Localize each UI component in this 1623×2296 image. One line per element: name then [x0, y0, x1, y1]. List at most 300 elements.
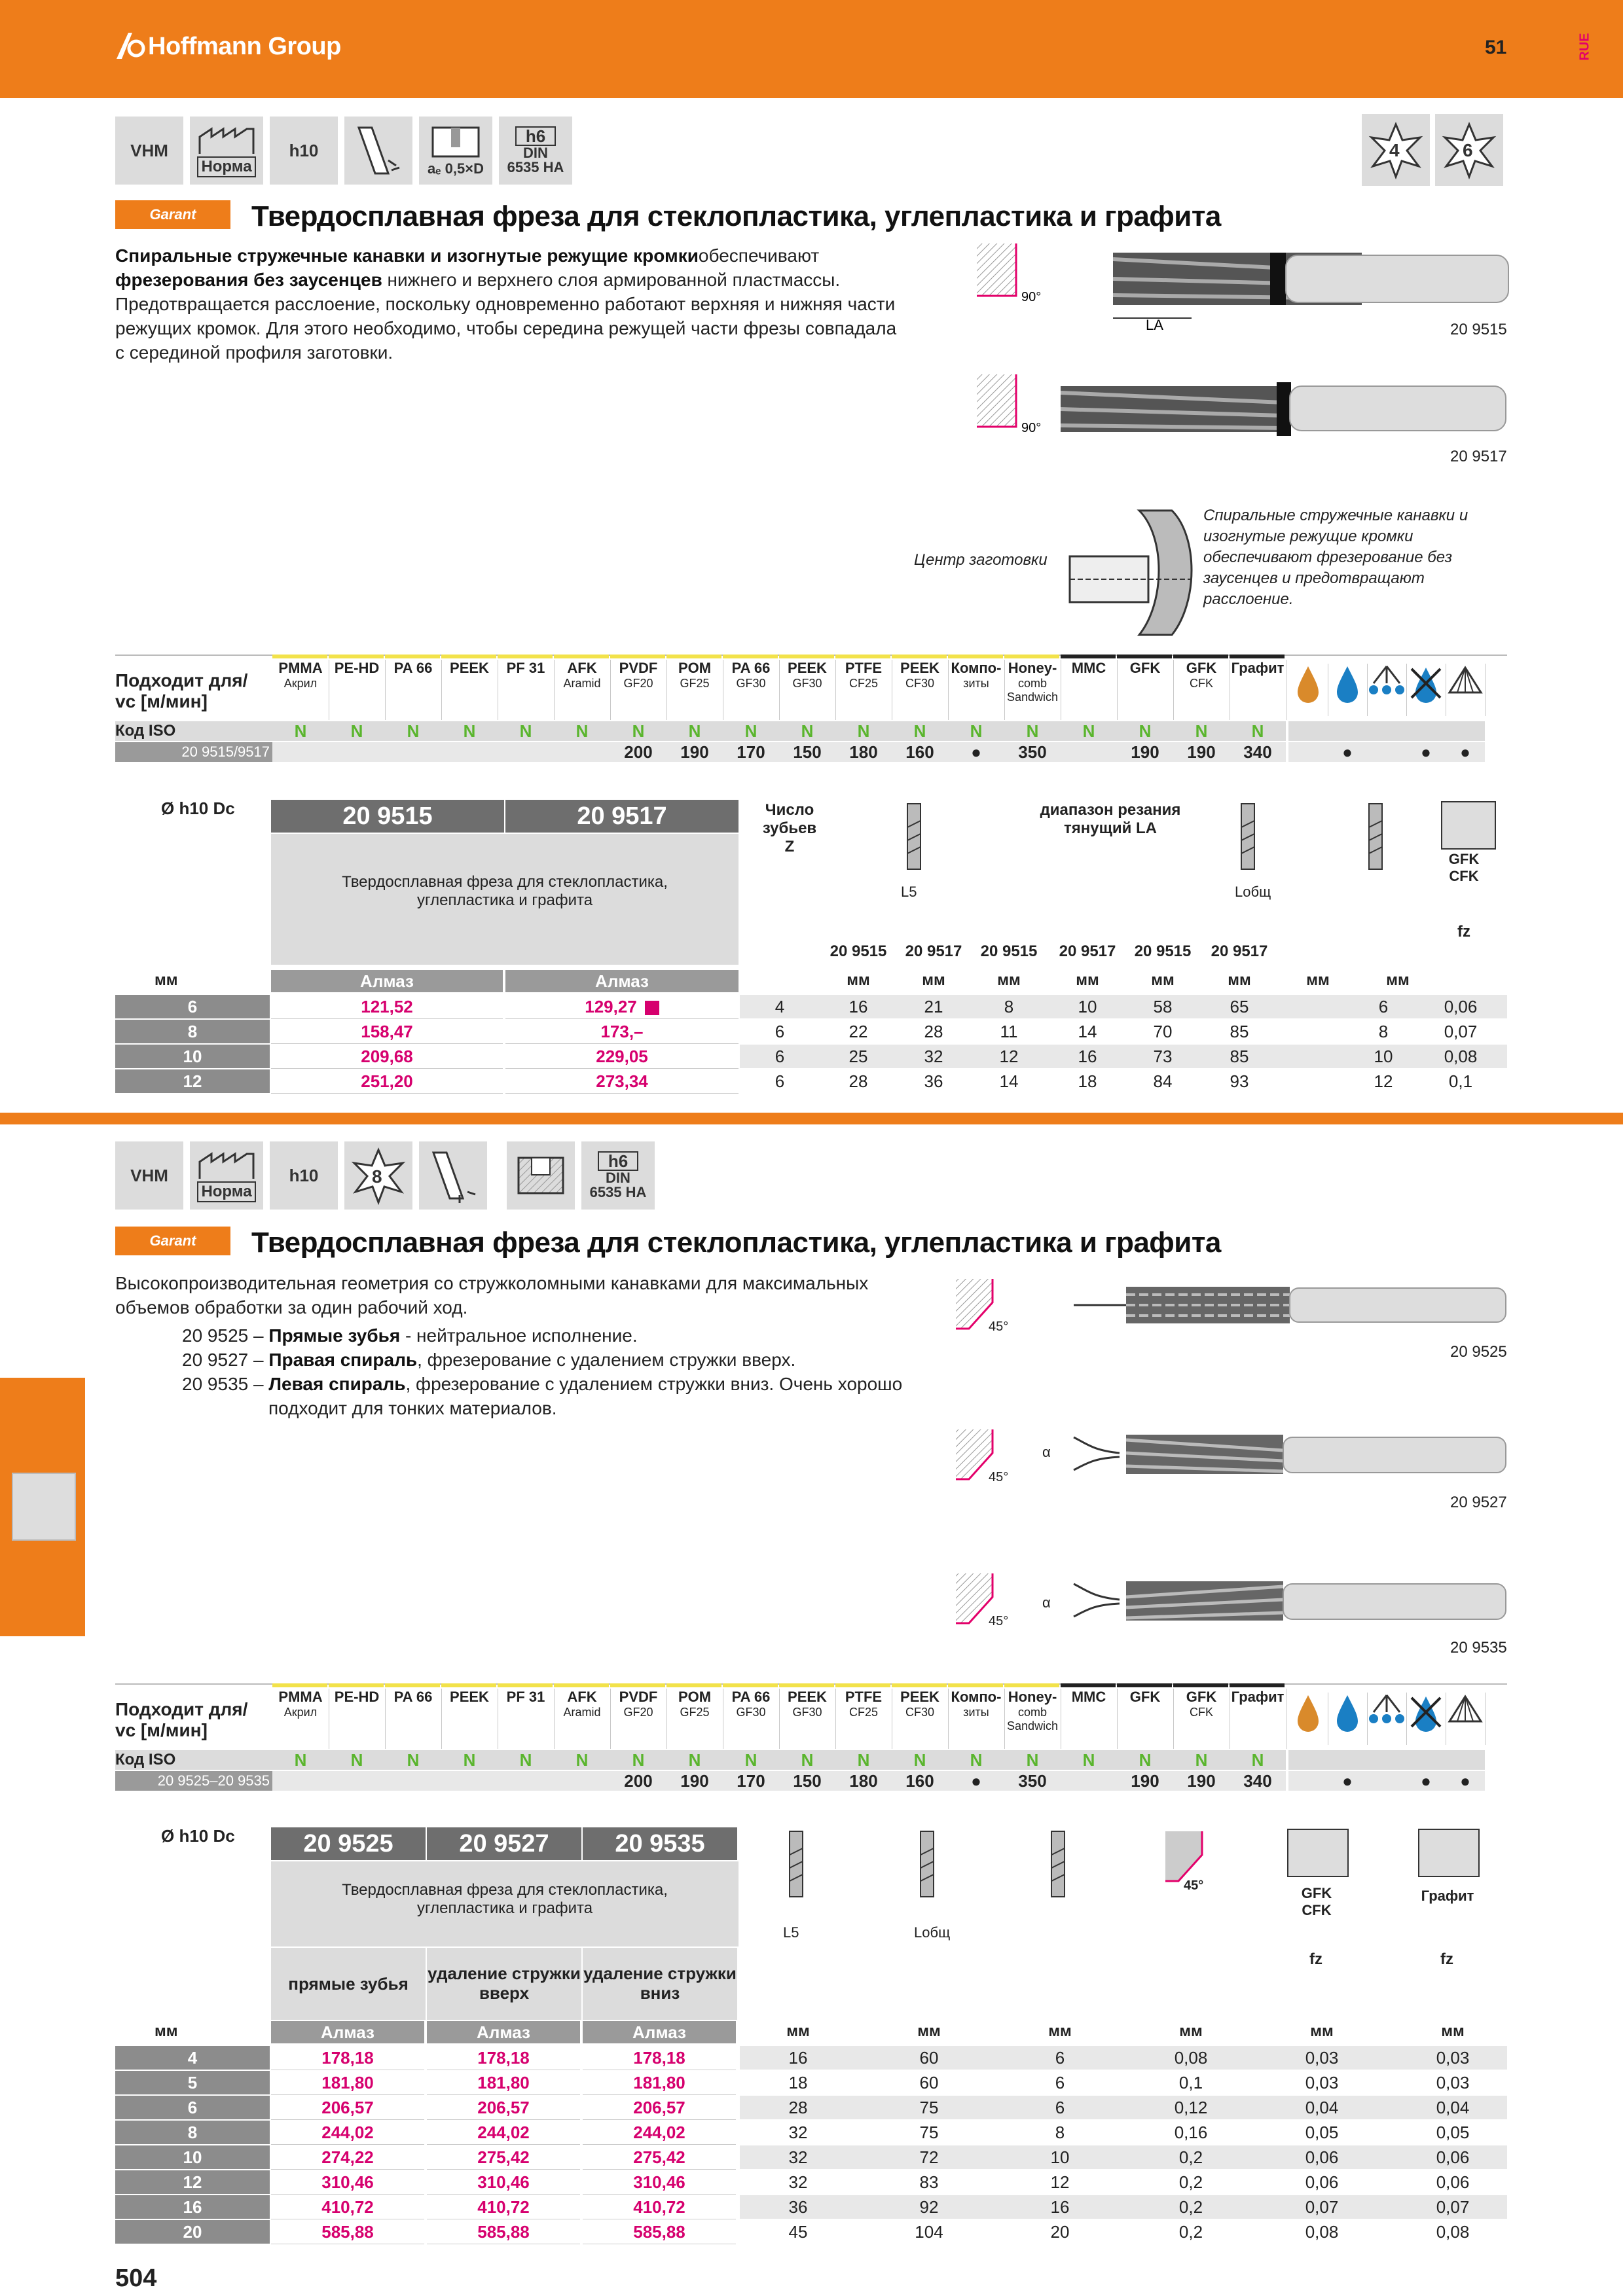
- no-coolant-icon: [1406, 664, 1446, 716]
- value-cell-2: 0,03: [1305, 2048, 1339, 2068]
- row-bg-2: [740, 2121, 1507, 2144]
- material-sub: CF25: [848, 1706, 878, 1719]
- unit-label-2: мм: [917, 2022, 941, 2040]
- code-header-text: 20 9525: [303, 1829, 393, 1857]
- angle-45-icon-3: [953, 1571, 1019, 1636]
- norm-factory-icon: Норма: [190, 117, 263, 185]
- value-cell-2: 8: [1055, 2123, 1065, 2142]
- mat-group-bar: [1061, 1683, 1116, 1687]
- material-col-9: [779, 1689, 836, 1749]
- material-col-10: [835, 1689, 892, 1749]
- iso-n: N: [610, 1750, 666, 1770]
- iso-empty: [1446, 1750, 1485, 1770]
- value-cell: 0,07: [1444, 1022, 1478, 1041]
- value-cell-2: 0,2: [1178, 2172, 1203, 2192]
- svg-text:90°: 90°: [1021, 421, 1042, 435]
- unit-label-2: мм: [786, 2022, 810, 2040]
- mat-group-bar: [610, 1683, 665, 1687]
- value-cell-2: 0,06: [1305, 2172, 1339, 2192]
- value-cell: 25: [848, 1047, 868, 1066]
- type-label: удаление стружки вверх: [427, 1948, 581, 2020]
- iso-n: N: [1117, 721, 1173, 741]
- value-cell-2: 0,05: [1436, 2123, 1470, 2142]
- unit-label: мм: [997, 971, 1021, 989]
- row-bg-2: [740, 2096, 1507, 2119]
- value-cell: 0,08: [1444, 1047, 1478, 1066]
- price-cell-2: 244,02: [427, 2121, 580, 2145]
- mm-label: мм: [155, 971, 178, 989]
- angle-45-label-2: 45°: [989, 1470, 1009, 1484]
- code-header-2: [505, 800, 739, 833]
- price-cell-2: 275,42: [583, 2145, 736, 2170]
- material-name: PA 66: [393, 1689, 433, 1705]
- vc-value: 160: [892, 742, 948, 762]
- price-text: 129,27: [585, 997, 637, 1016]
- material-col-8: [723, 660, 780, 720]
- iso-n: N: [1230, 1750, 1286, 1770]
- shank-tool-icon: [1362, 801, 1389, 876]
- price-cell-2: 178,18: [271, 2046, 424, 2070]
- material-col-6: [610, 1689, 667, 1749]
- ltot-label-2: Lобщ: [914, 1924, 951, 1941]
- tool-20-9525-image: [1074, 1282, 1512, 1334]
- iso-n: N: [723, 1750, 779, 1770]
- value-cell-2: 18: [788, 2073, 808, 2092]
- vc-value: [385, 742, 441, 762]
- value-cell-2: 12: [1050, 2172, 1070, 2192]
- cooling-dot: ●: [1446, 742, 1485, 762]
- gfk-tool-icon: [1441, 801, 1496, 850]
- iso-n: N: [441, 721, 498, 741]
- tool-code-20-9525: 20 9525: [1450, 1343, 1507, 1361]
- material-col-0: [272, 660, 329, 720]
- tool-20-9517-image: [1061, 380, 1512, 445]
- sub-code: 20 9517: [1211, 942, 1268, 960]
- mat-group-bar: [1061, 655, 1116, 658]
- value-cell: 85: [1230, 1022, 1249, 1041]
- fz-label-2b: fz: [1440, 1950, 1453, 1968]
- emulsion-drop-icon: [1328, 664, 1368, 716]
- diameter-cell-2: 8: [115, 2121, 270, 2144]
- material-name: Компо-: [951, 1689, 1002, 1705]
- unit-label: мм: [922, 971, 945, 989]
- value-cell-2: 16: [1050, 2197, 1070, 2217]
- material-sub: зиты: [963, 1706, 989, 1719]
- value-cell-2: 0,07: [1436, 2197, 1470, 2217]
- material-name: GFK: [1129, 660, 1161, 676]
- mat-group-bar: [329, 655, 384, 658]
- language-code: RUE: [1577, 33, 1592, 61]
- price-cell: [505, 1069, 739, 1094]
- vc-value: [554, 1771, 610, 1791]
- vc-value: ●: [948, 1771, 1004, 1791]
- iso-n: N: [835, 1750, 892, 1770]
- value-cell-2: 0,05: [1305, 2123, 1339, 2142]
- mat-group-bar: [272, 1683, 327, 1687]
- value-cell: 84: [1153, 1071, 1173, 1091]
- material-name: PE-HD: [334, 660, 380, 676]
- price-cell-2: 181,80: [427, 2071, 580, 2095]
- price-cell: 209,68: [271, 1045, 503, 1069]
- vc-value: [272, 742, 329, 762]
- ltot-label: Lобщ: [1235, 884, 1271, 900]
- svg-text:90°: 90°: [1021, 290, 1042, 304]
- no-coolant-icon: [1406, 1693, 1446, 1745]
- mat-group-bar: [554, 1683, 609, 1687]
- type-label: прямые зубья: [271, 1948, 426, 2020]
- diameter-cell-2: 12: [115, 2170, 270, 2194]
- material-col-4: [498, 1689, 555, 1749]
- coat-label-2: Алмаз: [505, 970, 739, 992]
- material-col-5: [554, 660, 611, 720]
- code-header-1-text: 20 9515: [342, 802, 433, 830]
- cooling-dot: [1288, 1771, 1328, 1791]
- material-sub: GF20: [623, 677, 653, 690]
- price-cell: 251,20: [271, 1069, 503, 1094]
- iso-n: N: [498, 1750, 554, 1770]
- iso-empty: [1288, 1750, 1328, 1770]
- vc-code: 20 9515/9517: [115, 742, 272, 762]
- mat-group-bar: [1004, 1683, 1059, 1687]
- material-col-1: [329, 660, 386, 720]
- h10-icon: h10: [270, 117, 338, 185]
- value-cell-2: 0,08: [1305, 2222, 1339, 2242]
- material-name: GFK: [1129, 1689, 1161, 1705]
- price-cell-2: 206,57: [427, 2096, 580, 2120]
- iso-n: N: [1004, 1750, 1061, 1770]
- tool-code-20-9515: 20 9515: [1450, 321, 1507, 338]
- price-cell-2: 244,02: [271, 2121, 424, 2145]
- slot-icon: [507, 1141, 575, 1210]
- value-cell: 21: [924, 997, 943, 1016]
- emulsion-drop-icon: [1328, 1693, 1368, 1745]
- diameter-cell-2: 16: [115, 2195, 270, 2219]
- vc-value: [1061, 742, 1117, 762]
- ls-tool-icon: [901, 801, 927, 876]
- value-cell: 8: [1378, 1022, 1389, 1041]
- tool-code-20-9517: 20 9517: [1450, 448, 1507, 465]
- vc-value: ●: [948, 742, 1004, 762]
- row-bg-2: [740, 2046, 1507, 2070]
- iso-n: N: [554, 721, 610, 741]
- material-col-14: [1061, 1689, 1118, 1749]
- coat-label: Алмаз: [583, 2021, 736, 2043]
- code-header-text: 20 9527: [459, 1829, 549, 1857]
- material-col-8: [723, 1689, 780, 1749]
- price-cell: [505, 1020, 739, 1044]
- mat-group-bar: [835, 655, 890, 658]
- material-sub: GF30: [736, 677, 766, 690]
- material-sub: Aramid: [563, 1706, 601, 1719]
- mat-group-bar: [272, 655, 327, 658]
- vc-value: 150: [779, 742, 835, 762]
- unit-label-2: мм: [1048, 2022, 1072, 2040]
- cooling-dot: ●: [1446, 1771, 1485, 1791]
- diameter-cell-2: 4: [115, 2046, 270, 2070]
- value-cell: 73: [1153, 1047, 1173, 1066]
- mat-group-bar: [1230, 1683, 1285, 1687]
- material-name: PEEK: [900, 1689, 939, 1705]
- value-cell-2: 0,04: [1305, 2098, 1339, 2117]
- vc-value: 190: [666, 1771, 723, 1791]
- vc-value: [554, 742, 610, 762]
- mat-label-1: Подходит для/: [115, 1699, 248, 1719]
- chapter-tab-icon: [12, 1473, 76, 1541]
- material-name: PEEK: [788, 660, 827, 676]
- unit-label-2: мм: [1441, 2022, 1465, 2040]
- tool-code-20-9527: 20 9527: [1450, 1494, 1507, 1511]
- vc-value: 350: [1004, 742, 1061, 762]
- value-cell: 12: [1374, 1071, 1393, 1091]
- cooling-dot: ●: [1406, 742, 1446, 762]
- value-cell-2: 32: [788, 2172, 808, 2192]
- value-cell-2: 75: [919, 2098, 939, 2117]
- graphite-label: Графит: [1421, 1888, 1474, 1904]
- air-icon: [1446, 664, 1486, 716]
- mat-group-bar: [1117, 655, 1172, 658]
- iso-empty: [1367, 721, 1406, 741]
- vhm-icon-2: VHM: [115, 1141, 183, 1210]
- price-cell-2: 410,72: [427, 2195, 580, 2219]
- material-col-2: [385, 660, 442, 720]
- value-cell: 6: [775, 1022, 785, 1041]
- value-cell: 16: [848, 997, 868, 1016]
- iso-n: N: [610, 721, 666, 741]
- vhm-icon: VHM: [115, 117, 183, 185]
- iso-label: Код ISO: [115, 721, 272, 741]
- vc-code: 20 9525–20 9535: [115, 1771, 272, 1791]
- hoffmann-logo-icon: [115, 30, 145, 60]
- material-name: Компо-: [951, 660, 1002, 676]
- value-cell: 14: [999, 1071, 1019, 1091]
- material-name: POM: [678, 1689, 712, 1705]
- unit-label: мм: [1076, 971, 1099, 989]
- iso-n: N: [1061, 721, 1117, 741]
- dc-label: Ø h10 Dc: [161, 798, 235, 818]
- price-cell-2: 181,80: [583, 2071, 736, 2095]
- sub-code: 20 9515: [830, 942, 887, 960]
- section1-description: Спиральные стружечные канавки и изогнутые режущие кромкиобеспечивают фрезерования без заусенцев нижнего и верхнего слоя армированной пластмассы. Предотвращается расслоение, поскольку одновременно работают верхняя и нижняя части режущих кромок. Для этого необходимо, чтобы середина режущей части фрезы совпадала с серединой профиля заготовки.: [115, 245, 897, 363]
- material-col-9: [779, 660, 836, 720]
- material-col-11: [892, 1689, 949, 1749]
- tool-20-9515-image: [1113, 246, 1512, 331]
- price-cell-2: 310,46: [427, 2170, 580, 2195]
- tool-code-20-9535: 20 9535: [1450, 1639, 1507, 1657]
- price-cell: [505, 995, 739, 1019]
- alpha-label-1: α: [1042, 1444, 1051, 1460]
- value-cell-2: 75: [919, 2123, 939, 2142]
- value-cell-2: 0,1: [1178, 2073, 1203, 2092]
- material-col-3: [441, 1689, 498, 1749]
- material-col-3: [441, 660, 498, 720]
- ltot-tool-icon: [1235, 801, 1261, 876]
- material-sub: Aramid: [563, 677, 601, 690]
- gfk-tool-icon-2: [1287, 1829, 1349, 1877]
- value-cell: 12: [999, 1047, 1019, 1066]
- diameter-cell: 8: [115, 1020, 270, 1043]
- spray-icon: [1367, 1693, 1407, 1745]
- iso-n: N: [385, 721, 441, 741]
- material-sub: Акрил: [283, 1706, 318, 1719]
- value-cell: 11: [1000, 1022, 1018, 1041]
- value-cell-2: 0,2: [1178, 2147, 1203, 2167]
- fz-label-2a: fz: [1309, 1950, 1322, 1968]
- iso-empty: [1328, 1750, 1367, 1770]
- price-cell-2: 310,46: [271, 2170, 424, 2195]
- material-name: AFK: [567, 1689, 597, 1705]
- workpiece-diagram: [1067, 497, 1198, 641]
- value-cell-2: 10: [1050, 2147, 1070, 2167]
- value-cell-2: 92: [919, 2197, 939, 2217]
- material-name: PVDF: [619, 1689, 658, 1705]
- value-cell: 65: [1230, 997, 1249, 1016]
- cooling-dot: [1367, 1771, 1406, 1791]
- iso-label: Код ISO: [115, 1750, 272, 1770]
- h6-din-icon: h6 DIN 6535 HA: [499, 117, 572, 185]
- value-cell: 14: [1078, 1022, 1097, 1041]
- material-name: PF 31: [506, 660, 545, 676]
- mat-group-bar: [441, 655, 496, 658]
- value-cell: 10: [1078, 997, 1097, 1016]
- material-name: MMC: [1071, 660, 1106, 676]
- material-sub: comb Sandwich: [1006, 677, 1059, 704]
- diameter-cell-2: 6: [115, 2096, 270, 2119]
- coat-label: Алмаз: [271, 2021, 424, 2043]
- vc-value: 170: [723, 1771, 779, 1791]
- angle-45-icon: [953, 1276, 1019, 1342]
- ae-depth-icon: aₑ 0,5×D: [419, 117, 492, 185]
- value-cell-2: 6: [1055, 2098, 1065, 2117]
- vc-value: 190: [1173, 1771, 1230, 1791]
- shank-tool-icon-2: [1045, 1829, 1071, 1904]
- product-table-2: [115, 1826, 1507, 2245]
- material-name: PA 66: [731, 660, 771, 676]
- row-bg-2: [740, 2170, 1507, 2194]
- price-cell-2: 178,18: [427, 2046, 580, 2070]
- spray-icon: [1367, 664, 1407, 716]
- section-separator: [0, 1113, 1623, 1124]
- workpiece-center-label: Центр заготовки: [914, 551, 1048, 569]
- angle-45-icon-2: [953, 1427, 1019, 1492]
- mat-group-bar: [666, 1683, 721, 1687]
- iso-n: N: [1061, 1750, 1117, 1770]
- value-cell: 10: [1374, 1047, 1393, 1066]
- material-sub: GF25: [680, 677, 710, 690]
- value-cell-2: 20: [1050, 2222, 1070, 2242]
- diameter-cell: 6: [115, 995, 270, 1018]
- value-cell: 22: [848, 1022, 868, 1041]
- price-cell-2: 275,42: [427, 2145, 580, 2170]
- vc-value: [272, 1771, 329, 1791]
- material-sub: CFK: [1190, 1706, 1213, 1719]
- price-cell: [505, 1045, 739, 1069]
- sub-code: 20 9517: [905, 942, 962, 960]
- gfk-label: GFK CFK: [1448, 851, 1480, 884]
- price-text: 229,05: [596, 1047, 648, 1066]
- ls-label: L5: [901, 884, 917, 900]
- value-cell: 28: [848, 1071, 868, 1091]
- value-cell-2: 0,08: [1436, 2222, 1470, 2242]
- vc-value: 190: [1117, 742, 1173, 762]
- section1-title: Твердосплавная фреза для стеклопластика, углепластика и графита: [251, 200, 1221, 232]
- material-name: PTFE: [845, 1689, 883, 1705]
- angle-90-icon: [976, 242, 1067, 308]
- iso-empty: [1328, 721, 1367, 741]
- value-cell-2: 0,16: [1174, 2123, 1208, 2142]
- unit-label-2: мм: [1310, 2022, 1334, 2040]
- value-cell: 28: [924, 1022, 943, 1041]
- section2-title: Твердосплавная фреза для стеклопластика, углепластика и графита: [251, 1227, 1221, 1259]
- vc-value: 180: [835, 742, 892, 762]
- mat-group-bar: [498, 1683, 553, 1687]
- material-sub: CF25: [848, 677, 878, 690]
- material-sub: GF30: [792, 1706, 822, 1719]
- material-col-17: [1230, 660, 1286, 720]
- mat-group-bar: [948, 1683, 1003, 1687]
- cooling-dot: ●: [1328, 1771, 1367, 1791]
- material-sub: comb Sandwich: [1006, 1706, 1059, 1732]
- vc-value: 180: [835, 1771, 892, 1791]
- material-name: PEEK: [900, 660, 939, 676]
- price-text: 273,34: [596, 1071, 648, 1091]
- angle-45-label-3: 45°: [989, 1614, 1009, 1628]
- iso-n: N: [272, 721, 329, 741]
- material-col-11: [892, 660, 949, 720]
- mat-group-bar: [835, 1683, 890, 1687]
- material-name: PEEK: [450, 660, 489, 676]
- price-cell-2: 178,18: [583, 2046, 736, 2070]
- product-description: Твердосплавная фреза для стеклопластика, углепластика и графита: [271, 834, 739, 965]
- material-name: PEEK: [788, 1689, 827, 1705]
- value-cell: 70: [1153, 1022, 1173, 1041]
- material-name: PMMA: [278, 1689, 323, 1705]
- mat-group-bar: [1004, 655, 1059, 658]
- value-cell-2: 104: [915, 2222, 943, 2242]
- unit-label: мм: [1228, 971, 1251, 989]
- dry-drop-icon: [1288, 664, 1328, 716]
- material-name: PEEK: [450, 1689, 489, 1705]
- value-cell: 36: [924, 1071, 943, 1091]
- value-cell-2: 0,12: [1174, 2098, 1208, 2117]
- vc-value: 170: [723, 742, 779, 762]
- garant-logo-2: Garant: [115, 1227, 230, 1255]
- dc-label-2: Ø h10 Dc: [161, 1826, 235, 1846]
- mat-group-bar: [1230, 655, 1285, 658]
- iso-n: N: [666, 721, 723, 741]
- material-name: GFK: [1186, 660, 1217, 676]
- code-header-2-text: 20 9517: [577, 802, 667, 830]
- mat-group-bar: [779, 1683, 834, 1687]
- material-sub: CF30: [905, 1706, 934, 1719]
- vc-value: [1061, 1771, 1117, 1791]
- diameter-cell: 10: [115, 1045, 270, 1068]
- value-cell: 16: [1078, 1047, 1097, 1066]
- mat-group-bar: [329, 1683, 384, 1687]
- vc-value: 160: [892, 1771, 948, 1791]
- unit-label: мм: [1151, 971, 1175, 989]
- cooling-dot: [1288, 742, 1328, 762]
- value-cell-2: 72: [919, 2147, 939, 2167]
- material-sub: GF20: [623, 1706, 653, 1719]
- teeth-count-label: Число зубьев Z: [762, 801, 817, 855]
- unit-label: мм: [1386, 971, 1410, 989]
- material-col-14: [1061, 660, 1118, 720]
- value-cell: 6: [1378, 997, 1389, 1016]
- row-bg-2: [740, 2220, 1507, 2244]
- material-sub: GF30: [792, 677, 822, 690]
- type-label: удаление стружки вниз: [583, 1948, 737, 2020]
- garant-logo: Garant: [115, 200, 230, 229]
